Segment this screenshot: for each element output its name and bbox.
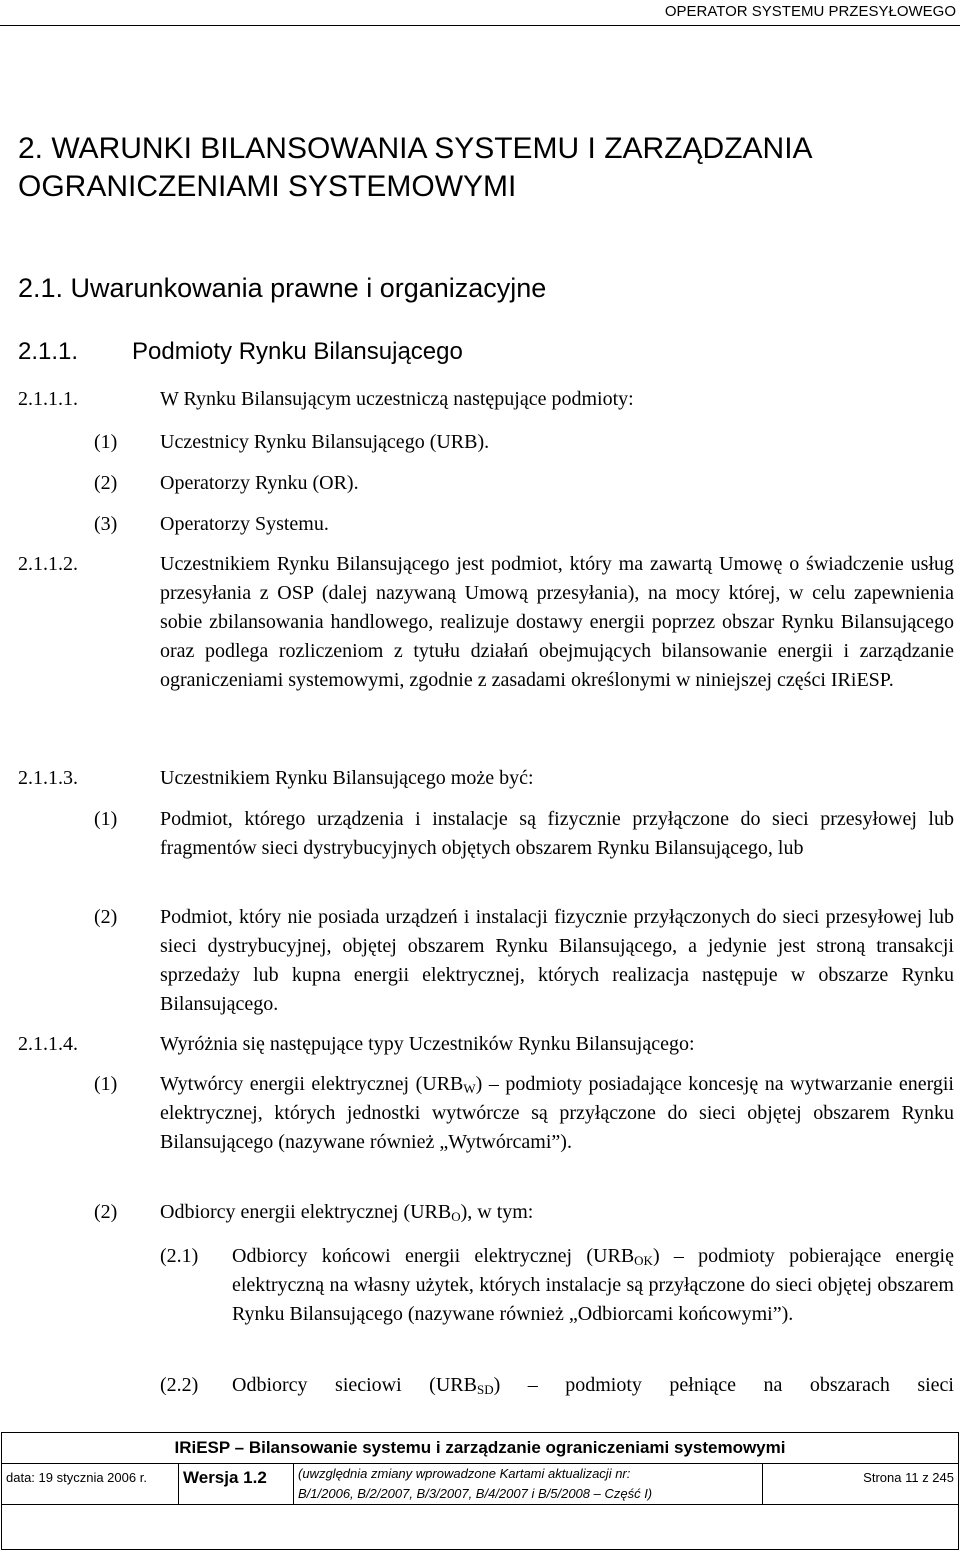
subsection-title: Podmioty Rynku Bilansującego [132,338,463,365]
list-item-label: (1) [94,1073,118,1095]
list-item-text-post: ) – podmioty posiadające koncesję na wytwarzanie energii elektrycznej, których jednostki wytwórcze są przyłączone do sieci objętej obszarem Rynku Bilansującego (nazywane również „Wytwórcami”). [160,1073,954,1153]
list-item-label: (2) [94,1201,118,1223]
footer-note-line1: (uwzględnia zmiany wprowadzone Kartami aktualizacji nr: [298,1466,631,1481]
header-text: OPERATOR SYSTEMU PRZESYŁOWEGO [664,3,956,20]
list-item-text-post: ), w tym: [460,1201,534,1223]
footer-page-number: Strona 11 z 245 [763,1464,959,1505]
footer-title: IRiESP – Bilansowanie systemu i zarządzanie ograniczeniami systemowymi [2,1433,959,1464]
page-header [0,0,960,26]
sublist-item-text [232,1371,954,1400]
paragraph-number: 2.1.1.1. [18,388,78,410]
list-item-label: (3) [94,513,118,535]
sublist-item-text-pre: Odbiorcy sieciowi (URB [232,1374,477,1396]
list-item-text: Uczestnicy Rynku Bilansującego (URB). [160,431,490,453]
paragraph-text: Uczestnikiem Rynku Bilansującego może być: [160,767,534,789]
list-item-text [160,1070,954,1157]
chapter-heading-line1: 2. WARUNKI BILANSOWANIA SYSTEMU I ZARZĄDZANIA [18,132,813,165]
subscript: OK [634,1253,653,1268]
paragraph-text: W Rynku Bilansującym uczestniczą następujące podmioty: [160,388,634,410]
subsection-heading [18,336,463,368]
sublist-item-text [232,1242,954,1329]
list-item-label: (2) [94,472,118,494]
paragraph-text: Uczestnikiem Rynku Bilansującego jest podmiot, który ma zawartą Umowę o świadczenie usług przesyłania z OSP (dalej nazywaną Umową przesyłania), na mocy której, w celu zapewnienia sobie zbilansowania handlowego, realizuje dostawy energii poprzez obszar Rynku Bilansującego oraz podlega rozliczeniom z tytułu działań obejmujących bilansowanie energii i zarządzanie ograniczeniami systemowymi, zgodnie z zasadami określonymi w niniejszej części IRiESP. [160,553,954,691]
list-item-text: Operatorzy Systemu. [160,513,329,535]
paragraph-text: Wyróżnia się następujące typy Uczestników Rynku Bilansującego: [160,1033,695,1055]
chapter-heading-line2: OGRANICZENIAMI SYSTEMOWYMI [18,170,517,203]
list-item-text: Podmiot, którego urządzenia i instalacje są fizycznie przyłączone do sieci przesyłowej lub fragmentów sieci dystrybucyjnych objętych obszarem Rynku Bilansującego, lub [160,808,954,859]
page-footer [0,1432,960,1565]
list-item-text-pre: Wytwórcy energii elektrycznej (URB [160,1073,464,1095]
footer-note [294,1464,763,1505]
subsection-number: 2.1.1. [18,338,79,365]
sublist-item-text-post: ) – podmioty pełniące na obszarach sieci [493,1374,954,1396]
list-item-text: Operatorzy Rynku (OR). [160,472,359,494]
list-item-label: (1) [94,431,118,453]
footer-empty-row [2,1505,959,1550]
footer-date: data: 19 stycznia 2006 r. [2,1464,179,1505]
footer-version: Wersja 1.2 [179,1464,294,1505]
sublist-item-text-post: ) – podmioty pobierające energię elektryczną na własny użytek, których instalacje są przyłączone do sieci objętej obszarem Rynku Bilansującego (nazywane również „Odbiorcami końcowymi”). [232,1245,954,1325]
footer-table [1,1432,959,1550]
list-item-text: Podmiot, który nie posiada urządzeń i instalacji fizycznie przyłączonych do sieci przesyłowej lub sieci dystrybucyjnej, objętej obszarem Rynku Bilansującego, a jedynie jest stroną transakcji sprzedaży lub kupna energii elektrycznej, których realizacja następuje w obszarze Rynku Bilansującego. [160,906,954,1015]
footer-note-line2: B/1/2006, B/2/2007, B/3/2007, B/4/2007 i B/5/2008 – Część I) [298,1486,653,1501]
subscript: O [451,1209,461,1224]
list-item-text [160,1198,954,1227]
subscript: W [463,1081,476,1096]
subscript: SD [476,1382,494,1397]
list-item-label: (1) [94,808,118,830]
section-heading: 2.1. Uwarunkowania prawne i organizacyjne [18,273,547,303]
paragraph-number: 2.1.1.4. [18,1033,78,1055]
sublist-item-text-pre: Odbiorcy końcowi energii elektrycznej (URB [232,1245,635,1267]
chapter-heading [18,130,813,206]
list-item-text-pre: Odbiorcy energii elektrycznej (URB [160,1201,452,1223]
sublist-item-label: (2.1) [160,1245,199,1267]
sublist-item-label: (2.2) [160,1374,199,1396]
list-item-label: (2) [94,906,118,928]
paragraph-number: 2.1.1.3. [18,767,78,789]
paragraph-number: 2.1.1.2. [18,553,78,575]
